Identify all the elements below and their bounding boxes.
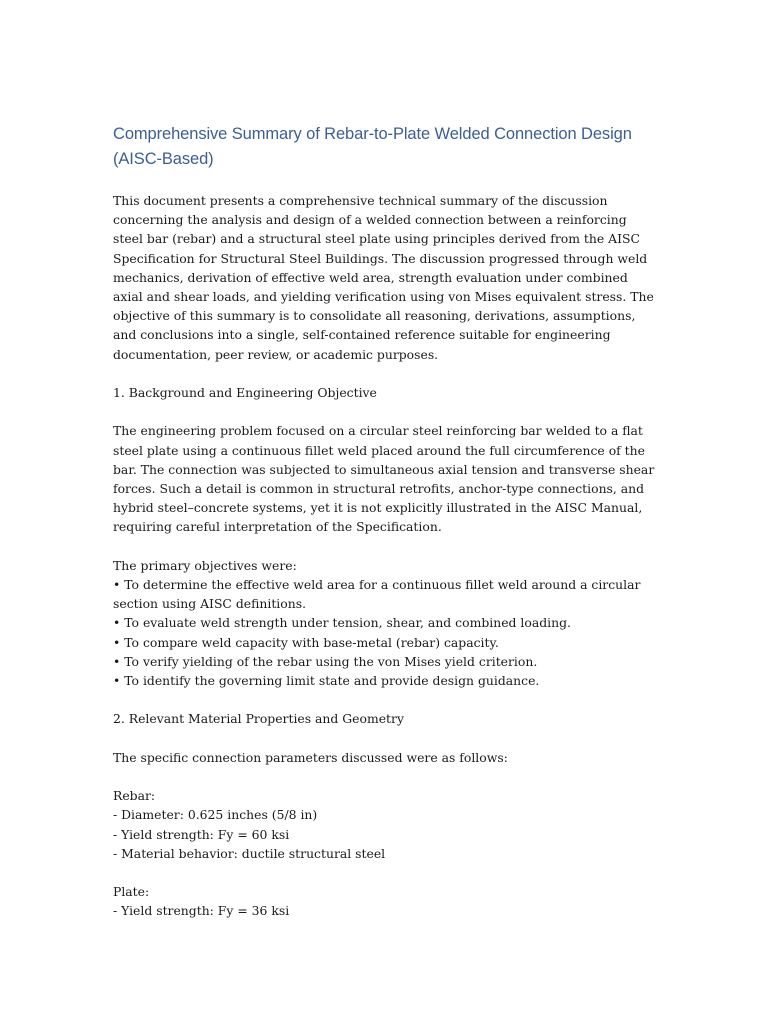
plate-heading: Plate: [113, 884, 150, 900]
section-2-intro: The specific connection parameters discussed were as follows: [113, 749, 508, 765]
intro-paragraph: This document presents a comprehensive technical summary of the discussion concerning the analysis and design of a welded connection between a reinforcing steel bar (rebar) and a structural steel plate using principles derived from the AISC Specification for Structural Steel Buildings. The discussion progressed through weld mechanics, derivation of effective weld area, strength evaluation under combined axial and shear loads, and yielding verification using von Mises equivalent stress. The objective of this summary is to consolidate all reasoning, derivations, assumptions, and conclusions into a single, self-contained reference suitable for engineering documentation, peer review, or academic purposes. [113, 193, 654, 362]
objectives-block [113, 556, 658, 690]
rebar-block [113, 786, 658, 863]
document-page [113, 122, 658, 940]
section-2-heading: 2. Relevant Material Properties and Geometry [113, 711, 404, 727]
objective-item: • To verify yielding of the rebar using the von Mises yield criterion. [113, 653, 538, 669]
objective-item: • To evaluate weld strength under tension, shear, and combined loading. [113, 615, 571, 631]
plate-item: - Yield strength: Fy = 36 ksi [113, 903, 290, 919]
objective-item: • To determine the effective weld area for a continuous fillet weld around a circular section using AISC definitions. [113, 577, 641, 612]
section-1-body: The engineering problem focused on a circular steel reinforcing bar welded to a flat steel plate using a continuous fillet weld placed around the full circumference of the bar. The connection was subjected to simultaneous axial tension and transverse shear forces. Such a detail is common in structural retrofits, anchor-type connections, and hybrid steel–concrete systems, yet it is not explicitly illustrated in the AISC Manual, requiring careful interpretation of the Specification. [113, 423, 655, 535]
document-title: Comprehensive Summary of Rebar-to-Plate Welded Connection Design (AISC-Based) [113, 125, 632, 168]
objective-item: • To identify the governing limit state and provide design guidance. [113, 673, 540, 689]
objectives-intro: The primary objectives were: [113, 557, 297, 573]
plate-block [113, 882, 658, 920]
rebar-item: - Material behavior: ductile structural steel [113, 845, 386, 861]
rebar-item: - Diameter: 0.625 inches (5/8 in) [113, 807, 318, 823]
section-1-heading: 1. Background and Engineering Objective [113, 385, 377, 401]
objective-item: • To compare weld capacity with base-metal (rebar) capacity. [113, 634, 499, 650]
rebar-item: - Yield strength: Fy = 60 ksi [113, 826, 290, 842]
rebar-heading: Rebar: [113, 788, 156, 804]
